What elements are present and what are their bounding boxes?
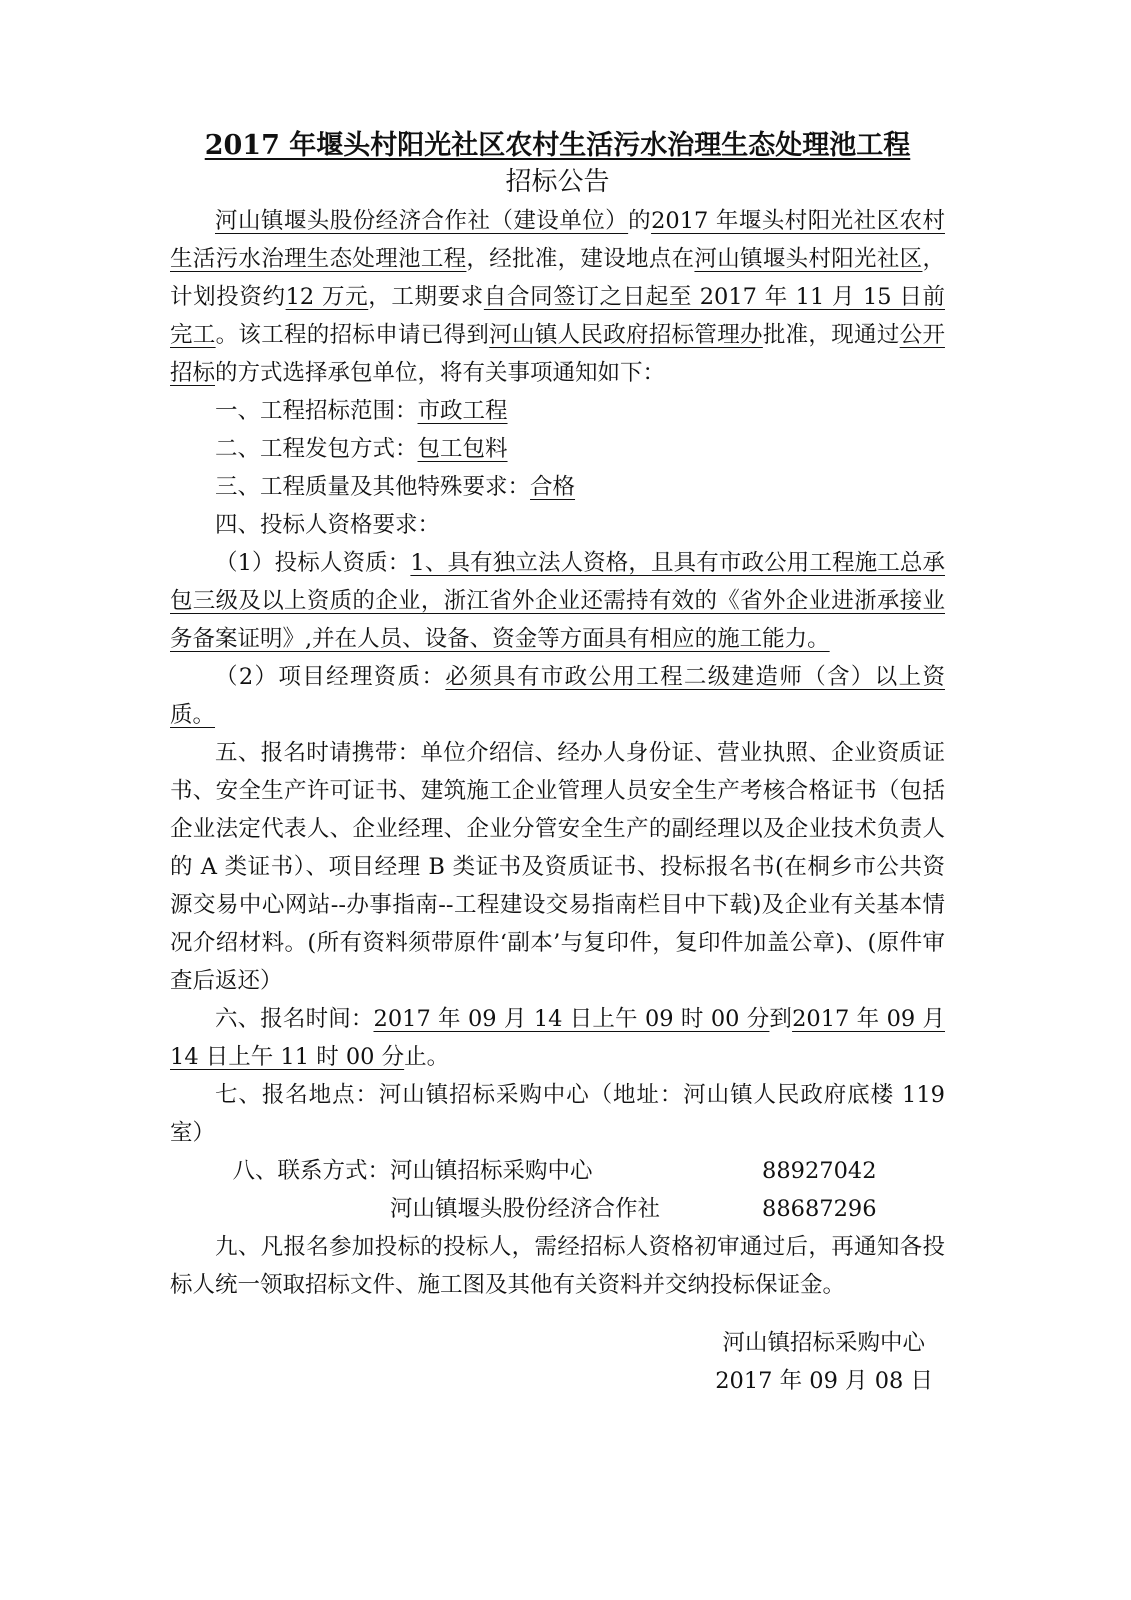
project-name: 2017 年堰头村阳光社区农村生活污水治理生态处理池工程 — [170, 208, 945, 272]
scope-value: 市政工程 — [417, 398, 508, 424]
signature-date: 2017 年 09 月 08 日 — [715, 1368, 933, 1394]
contact2-phone: 88687296 — [762, 1196, 877, 1222]
quality-value: 合格 — [530, 474, 576, 500]
contact1-org: 河山镇招标采购中心 — [390, 1158, 593, 1184]
intro-text-3: ，计划投资约 — [170, 246, 945, 310]
signature-org: 河山镇招标采购中心 — [722, 1330, 925, 1356]
project-period: 自合同签订之日起至 2017 年 11 月 15 日前完工 — [170, 284, 945, 348]
time-tail: 止。 — [404, 1044, 450, 1070]
builder-name: 河山镇堰头股份经济合作社（建设单位） — [215, 208, 629, 234]
contract-value: 包工包料 — [417, 436, 508, 462]
item-contact-2 — [170, 1190, 945, 1228]
project-location: 河山镇堰头村阳光社区 — [694, 246, 923, 272]
document-subtitle: 招标公告 — [505, 167, 610, 197]
investment-amount: 12 万元 — [285, 284, 369, 310]
intro-text-7: 的方式选择承包单位，将有关事项通知如下： — [215, 360, 666, 386]
intro-text-4: ，工期要求 — [368, 284, 484, 310]
time-to: 到 — [769, 1006, 793, 1032]
approver-name: 河山镇人民政府招标管理办 — [489, 322, 763, 348]
item-qualification-1 — [170, 544, 945, 658]
announcement-page — [170, 128, 945, 1400]
contact1-phone: 88927042 — [762, 1158, 877, 1184]
title-line1: 2017 年堰头村阳光社区农村生活污水治理生态处理池工程 — [204, 130, 911, 161]
item-qualification: 四、投标人资格要求： — [215, 512, 441, 538]
intro-text-6: 批准，现通过 — [762, 322, 900, 348]
time-label: 六、报名时间： — [215, 1006, 374, 1032]
qual1-label: （1）投标人资质： — [215, 550, 411, 576]
item-scope — [170, 392, 945, 430]
document-title — [170, 128, 945, 164]
item-quality — [170, 468, 945, 506]
contact2-org: 河山镇堰头股份经济合作社 — [390, 1196, 661, 1222]
intro-text-1: 的 — [628, 208, 652, 234]
intro-text-5: 。该工程的招标申请已得到 — [215, 322, 490, 348]
contract-label: 二、工程发包方式： — [215, 436, 418, 462]
intro-paragraph — [170, 202, 945, 392]
item-qualification-2 — [170, 658, 945, 734]
item-notice: 九、凡报名参加投标的投标人，需经招标人资格初审通过后，再通知各投标人统一领取招标文件、施工图及其他有关资料并交纳投标保证金。 — [170, 1234, 945, 1298]
time-start: 2017 年 09 月 14 日上午 09 时 00 分 — [373, 1006, 770, 1032]
time-end: 2017 年 09 月 14 日上午 11 时 00 分 — [170, 1006, 945, 1070]
tender-method: 公开招标 — [170, 322, 945, 386]
qual1-value: 1、具有独立法人资格，且具有市政公用工程施工总承包三级及以上资质的企业，浙江省外企业还需持有效的《省外企业进浙承接业务备案证明》,并在人员、设备、资金等方面具有相应的施工能力。 — [170, 550, 945, 652]
item-registration-time — [170, 1000, 945, 1076]
contact-label: 八、联系方式： — [232, 1158, 390, 1184]
item-registration-place: 七、报名地点：河山镇招标采购中心（地址：河山镇人民政府底楼 119 室） — [170, 1082, 945, 1146]
quality-label: 三、工程质量及其他特殊要求： — [215, 474, 531, 500]
qual2-value: 必须具有市政公用工程二级建造师（含）以上资质。 — [170, 664, 945, 728]
scope-label: 一、工程招标范围： — [215, 398, 418, 424]
intro-text-2: ，经批准，建设地点在 — [466, 246, 695, 272]
qual2-label: （2）项目经理资质： — [215, 664, 446, 690]
item-documents: 五、报名时请携带：单位介绍信、经办人身份证、营业执照、企业资质证书、安全生产许可证书、建筑施工企业管理人员安全生产考核合格证书（包括企业法定代表人、企业经理、企业分管安全生产的副经理以及企业技术负责人的 A 类证书）、项目经理 B 类证书及资质证书、投标报名书(在桐乡市公共资源交易中心网站--办事指南--工程建设交易指南栏目中下载)及企业有关基本情况介绍材料。(所有资料须带原件‘副本’与复印件，复印件加盖公章)、(原件审查后返还） — [170, 740, 945, 994]
item-contract — [170, 430, 945, 468]
item-contact-1 — [170, 1152, 945, 1190]
